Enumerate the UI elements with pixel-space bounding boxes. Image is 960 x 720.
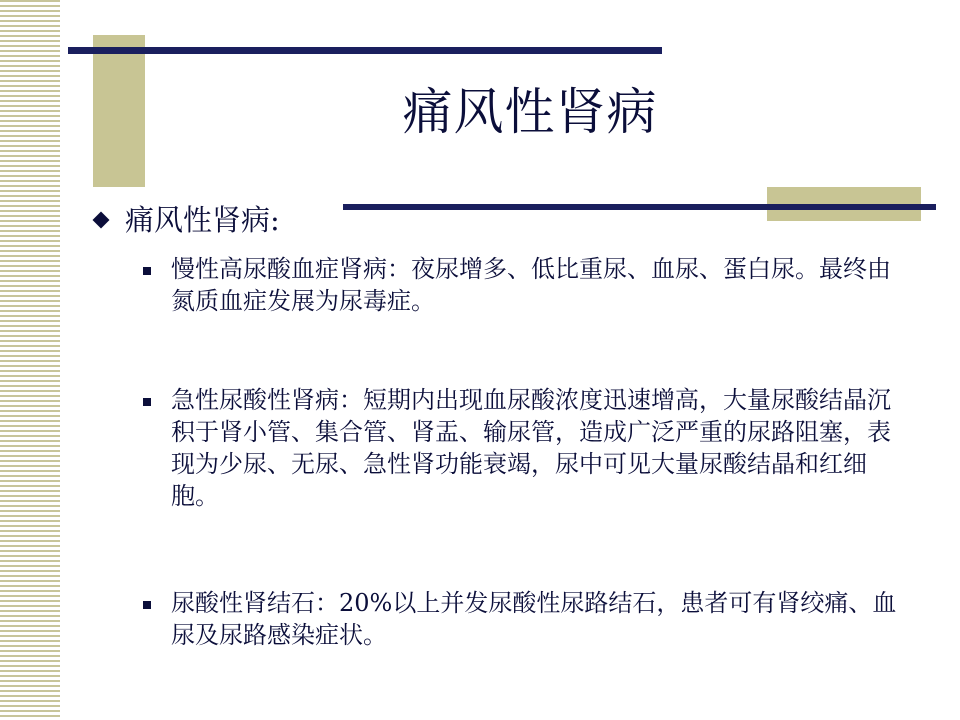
bullet-item [143, 385, 903, 513]
slide-title: 痛风性肾病 [402, 83, 658, 141]
square-bullet-icon [143, 398, 151, 406]
bullet-item [143, 588, 903, 652]
section-heading-text: 痛风性肾病: [125, 203, 280, 237]
square-bullet-icon [143, 601, 151, 609]
section-heading [95, 202, 280, 240]
bullet-item [143, 254, 903, 318]
bullet-text: 急性尿酸性肾病：短期内出现血尿酸浓度迅速增高，大量尿酸结晶沉积于肾小管、集合管、肾盂、输尿管，造成广泛严重的尿路阻塞，表现为少尿、无尿、急性肾功能衰竭，尿中可见大量尿酸结晶和红细胞。 [171, 386, 891, 510]
olive-vertical-block [93, 35, 145, 187]
navy-middle-rule [343, 204, 936, 210]
decorative-stripes [0, 0, 68, 720]
stripe-gap [60, 0, 68, 720]
diamond-bullet-icon [93, 212, 110, 229]
navy-top-rule [68, 47, 662, 54]
bullet-text: 慢性高尿酸血症肾病：夜尿增多、低比重尿、血尿、蛋白尿。最终由氮质血症发展为尿毒症。 [171, 255, 891, 315]
square-bullet-icon [143, 267, 151, 275]
bullet-text: 尿酸性肾结石：20%以上并发尿酸性尿路结石，患者可有肾绞痛、血尿及尿路感染症状。 [171, 589, 897, 649]
